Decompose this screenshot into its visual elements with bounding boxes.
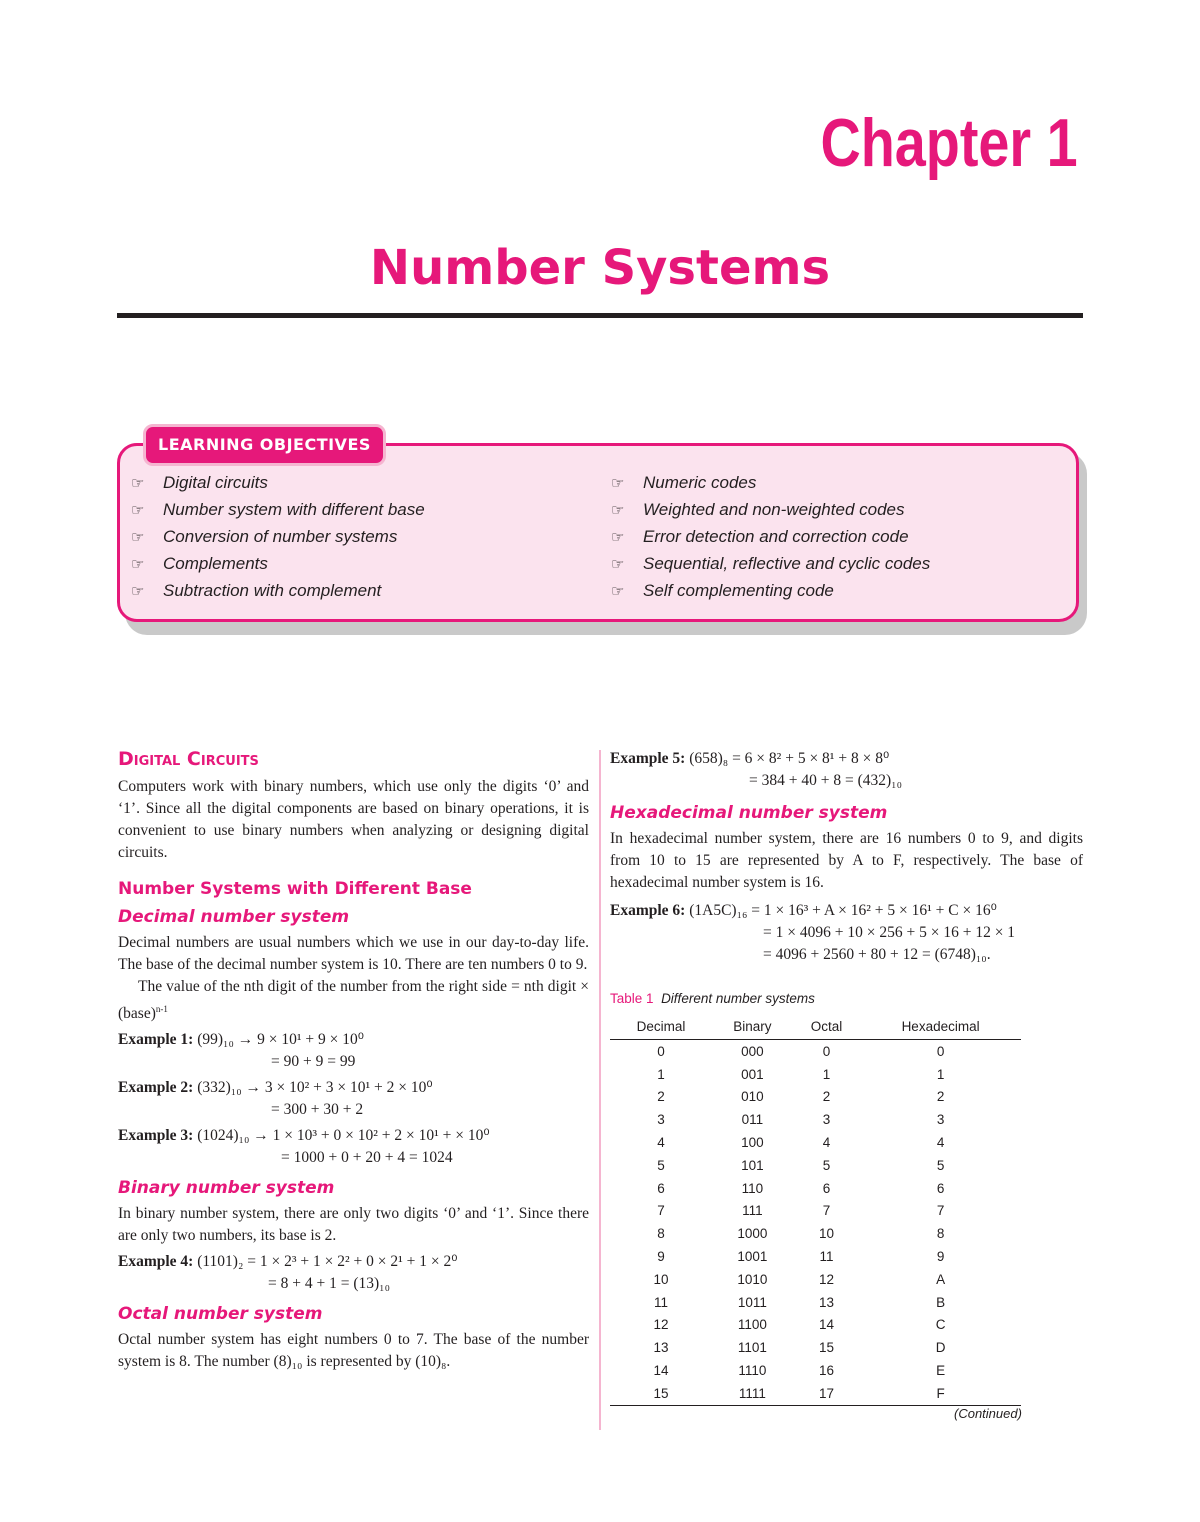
table-cell: 4 (936, 1135, 945, 1151)
table-cell: 15 (610, 1382, 712, 1405)
table-cell: 16 (818, 1363, 835, 1379)
heading-decimal: Decimal number system (118, 907, 350, 927)
table-cell: 3 (822, 1112, 831, 1128)
table-cell: 7 (936, 1203, 945, 1219)
heading-octal: Octal number system (118, 1304, 323, 1325)
table-cell: 0 (657, 1043, 665, 1059)
table-cell: 110 (741, 1180, 764, 1196)
pointing-hand-icon: ☞ (611, 529, 625, 546)
table-cell: 11 (653, 1294, 668, 1310)
table-cell: 9 (936, 1249, 945, 1265)
table-cell: 1000 (737, 1226, 768, 1242)
table-cell: 14 (818, 1317, 835, 1333)
paragraph-binary: In binary number system, there are only two digits ‘0’ and ‘1’. Since there are only two numbers, its base is 2. (118, 1205, 589, 1245)
pointing-hand-icon: ☞ (611, 502, 625, 519)
table-cell: 1111 (712, 1382, 793, 1405)
table-cell: 6 (936, 1180, 945, 1196)
example-5: Example 5: (658)₈ = 6 × 8² + 5 × 8¹ + 8 × 8⁰ = 384 + 40 + 8 = (432)₁₀ (610, 750, 902, 789)
table-row (610, 1291, 1021, 1314)
table-cell: 8 (657, 1226, 665, 1242)
table-header: Binary (712, 1013, 793, 1040)
table-cell: F (860, 1382, 1021, 1405)
objective-item: ☞ Error detection and correction code (611, 523, 930, 550)
table-row (610, 1108, 1021, 1131)
objectives-heading: LEARNING OBJECTIVES (143, 424, 386, 466)
table-cell: 1 (822, 1066, 831, 1082)
table-cell: E (936, 1363, 946, 1379)
example-6: Example 6: (1A5C)₁₆ = 1 × 16³ + A × 16² + 5 × 16¹ + C × 16⁰ = 1 × 4096 + 10 × 256 + 5 × 16 + 12 × 1 = 4096 + 2560 + 80 + 12 = (6748)₁₀. (610, 902, 1016, 963)
objective-item: ☞ Number system with different base (131, 496, 425, 523)
chapter-title: Number Systems (369, 240, 831, 296)
table-cell: 17 (793, 1382, 860, 1405)
table-cell: 101 (741, 1157, 764, 1173)
table-cell: 100 (741, 1135, 764, 1151)
table-cell: 12 (818, 1271, 835, 1287)
objective-item: ☞ Sequential, reflective and cyclic codes (611, 550, 930, 577)
objective-item: ☞ Self complementing code (611, 577, 930, 604)
table-row (610, 1222, 1021, 1245)
left-column (118, 748, 589, 1373)
table-cell: 3 (936, 1112, 945, 1128)
column-divider (599, 750, 601, 1430)
table-row (610, 1336, 1021, 1359)
objective-item: ☞ Subtraction with complement (131, 577, 425, 604)
table-cell: 5 (936, 1157, 945, 1173)
table-cell: 8 (936, 1226, 945, 1242)
example-4: Example 4: (1101)₂ = 1 × 2³ + 1 × 2² + 0 × 2¹ + 1 × 2⁰ = 8 + 4 + 1 = (13)₁₀ (118, 1253, 458, 1293)
pointing-hand-icon: ☞ (131, 502, 145, 519)
table-cell: 3 (657, 1112, 665, 1128)
title-rule (117, 313, 1083, 318)
example-2: Example 2: (332)₁₀ → 3 × 10² + 3 × 10¹ + 2 × 10⁰ = 300 + 30 + 2 (118, 1079, 433, 1119)
example-1: Example 1: (99)₁₀ → 9 × 10¹ + 9 × 10⁰ = 90 + 9 = 99 (118, 1031, 364, 1071)
table-row (610, 1382, 1021, 1405)
table-row (610, 1154, 1021, 1177)
table-row (610, 1359, 1021, 1382)
table-cell: B (936, 1294, 946, 1310)
table-cell: 12 (653, 1317, 669, 1333)
pointing-hand-icon: ☞ (131, 529, 145, 546)
table-cell: 13 (653, 1340, 669, 1356)
table-cell: 001 (741, 1066, 764, 1082)
table-header: Octal (793, 1013, 860, 1040)
right-column (610, 748, 1083, 966)
table-cell: 15 (818, 1340, 835, 1356)
table-cell: 4 (657, 1135, 665, 1151)
table-cell: 1010 (737, 1271, 768, 1287)
table-row (610, 1086, 1021, 1109)
table-continued-note: (Continued) (954, 1406, 1022, 1421)
table-cell: 1 (657, 1066, 665, 1082)
table-header-row (610, 1013, 1021, 1040)
table-cell: 14 (653, 1363, 669, 1379)
paragraph-octal: Octal number system has eight numbers 0 to 7. The base of the number system is 8. The number (8)₁₀ is represented by (10)₈. (118, 1331, 589, 1371)
table-row (610, 1200, 1021, 1223)
table-row (610, 1177, 1021, 1200)
table-cell: 2 (936, 1089, 945, 1105)
table-cell: 2 (822, 1089, 831, 1105)
table-cell: 010 (741, 1089, 764, 1105)
pointing-hand-icon: ☞ (611, 583, 625, 600)
table-row (610, 1063, 1021, 1086)
table-cell: 5 (822, 1157, 831, 1173)
table-cell: 11 (819, 1249, 834, 1265)
table-cell: 10 (818, 1226, 835, 1242)
objectives-right-list (611, 469, 930, 604)
table-cell: 1001 (737, 1249, 768, 1265)
pointing-hand-icon: ☞ (131, 583, 145, 600)
objectives-left-list (131, 469, 425, 604)
objective-item: ☞ Numeric codes (611, 469, 930, 496)
table-caption: Table 1 Different number systems (610, 991, 815, 1006)
table-row (610, 1040, 1021, 1063)
table-cell: 1 (936, 1066, 945, 1082)
objective-item: ☞ Complements (131, 550, 425, 577)
table-header: Decimal (610, 1013, 712, 1040)
table-cell: 7 (657, 1203, 665, 1219)
table-cell: 6 (657, 1180, 665, 1196)
objective-item: ☞ Weighted and non-weighted codes (611, 496, 930, 523)
table-cell: 0 (822, 1043, 831, 1059)
table-cell: 6 (822, 1180, 831, 1196)
table-cell: 1100 (737, 1317, 767, 1333)
pointing-hand-icon: ☞ (611, 475, 625, 492)
pointing-hand-icon: ☞ (131, 556, 145, 573)
heading-number-systems: Number Systems with Different Base (118, 879, 472, 899)
paragraph-digital-circuits: Computers work with binary numbers, which use only the digits ‘0’ and ‘1’. Since all the digital components are based on binary operations, it is convenient to use binary numbers when analyzing or designing digital circuits. (118, 778, 589, 861)
table-cell: 9 (657, 1249, 665, 1265)
paragraph-hexadecimal: In hexadecimal number system, there are 16 numbers 0 to 9, and digits from 10 to 15 are represented by A to F, respectively. The base of hexadecimal number system is 16. (610, 830, 1083, 891)
table-cell: 011 (741, 1112, 764, 1128)
table-cell: 7 (822, 1203, 831, 1219)
table-cell: A (936, 1271, 946, 1287)
table-row (610, 1314, 1021, 1337)
table-cell: 1011 (737, 1294, 767, 1310)
pointing-hand-icon: ☞ (611, 556, 625, 573)
heading-binary: Binary number system (118, 1178, 335, 1199)
pointing-hand-icon: ☞ (131, 475, 145, 492)
table-cell: 2 (657, 1089, 665, 1105)
section-heading-digital-circuits: Digital Circuits (118, 748, 259, 770)
table-row (610, 1268, 1021, 1291)
table-cell: C (935, 1317, 946, 1333)
table-cell: 111 (742, 1203, 763, 1219)
table-cell: 1110 (738, 1363, 767, 1379)
chapter-label: Chapter 1 (820, 105, 1078, 181)
table-header: Hexadecimal (860, 1013, 1021, 1040)
table-cell: D (935, 1340, 946, 1356)
table-cell: 0 (936, 1043, 945, 1059)
example-3: Example 3: (1024)₁₀ → 1 × 10³ + 0 × 10² + 2 × 10¹ + × 10⁰ = 1000 + 0 + 20 + 4 = 1024 (118, 1127, 490, 1167)
table-row (610, 1245, 1021, 1268)
paragraph-nth-digit: The value of the nth digit of the number from the right side = nth digit × (base)$^{n-1}$ (118, 978, 589, 1023)
table-cell: 5 (657, 1157, 665, 1173)
objective-item: ☞ Conversion of number systems (131, 523, 425, 550)
table-cell: 000 (741, 1043, 764, 1059)
table-cell: 1101 (737, 1340, 767, 1356)
table-cell: 10 (653, 1271, 669, 1287)
objective-item: ☞ Digital circuits (131, 469, 425, 496)
table-cell: 4 (822, 1135, 831, 1151)
table-row (610, 1131, 1021, 1154)
table-cell: 13 (818, 1294, 835, 1310)
paragraph-decimal: Decimal numbers are usual numbers which we use in our day-to-day life. The base of the decimal number system is 10. There are ten numbers 0 to 9. (118, 934, 589, 973)
number-systems-table (610, 1013, 1021, 1406)
heading-hexadecimal: Hexadecimal number system (610, 803, 888, 823)
